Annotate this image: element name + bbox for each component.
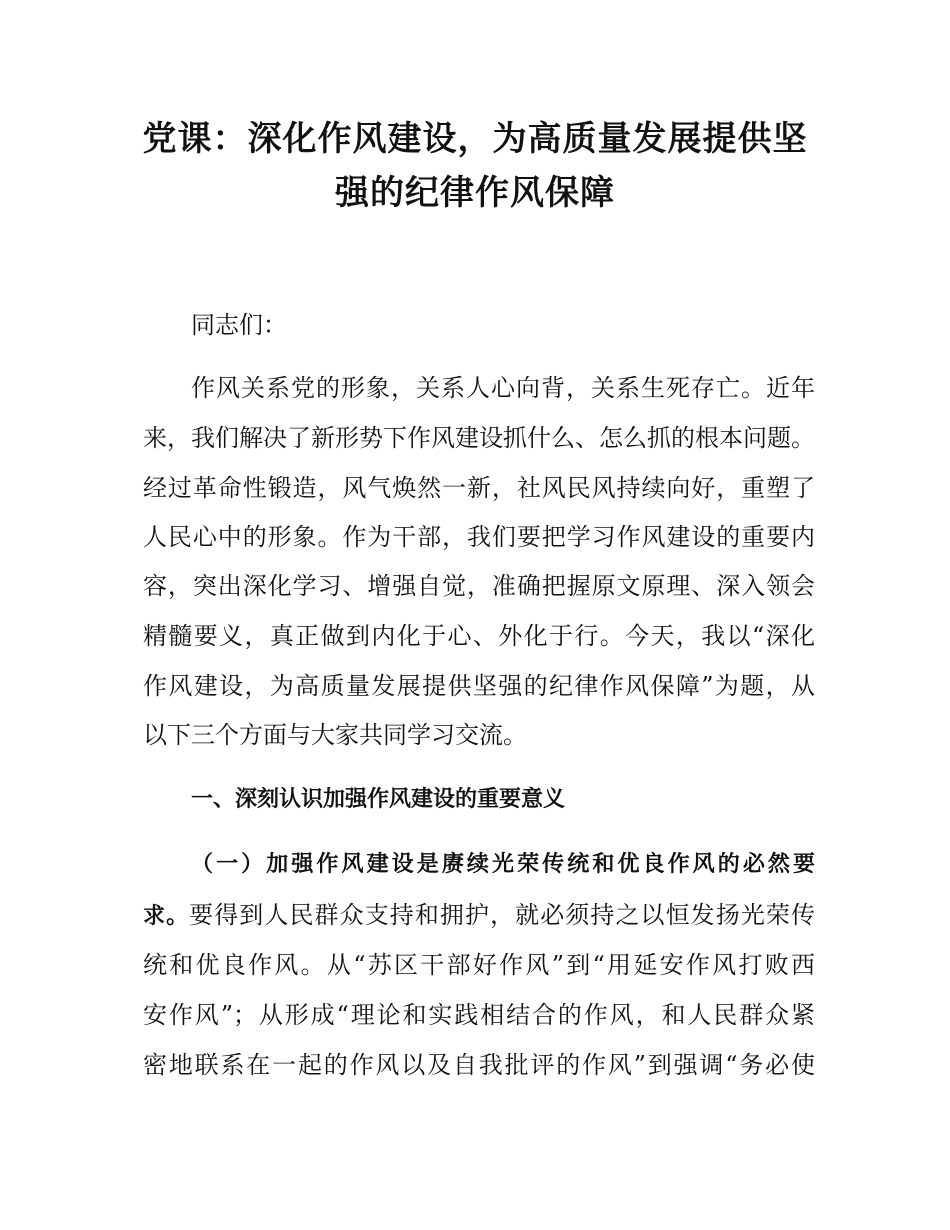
subsection1-line: 统和优良作风。从“苏区干部好作风”到“用延安作风打败西 (143, 951, 815, 979)
paragraph1-line: 来，我们解决了新形势下作风建设抓什么、怎么抓的根本问题。 (143, 424, 815, 452)
paragraph1-line: 作风关系党的形象，关系人心向背，关系生死存亡。近年 (191, 374, 815, 402)
paragraph1-line: 以下三个方面与大家共同学习交流。 (143, 721, 527, 749)
title-line-1: 党课：深化作风建设，为高质量发展提供坚 (142, 119, 808, 159)
paragraph1-line: 容，突出深化学习、增强自觉，准确把握原文原理、深入领会 (143, 572, 815, 600)
subsection1-line: 密地联系在一起的作风以及自我批评的作风”到强调“务必使 (143, 1051, 815, 1079)
subsection1-line: 安作风”；从形成“理论和实践相结合的作风，和人民群众紧 (143, 1001, 815, 1029)
subsection1-line-rest: 要得到人民群众支持和拥护，就必须持之以恒发扬光荣传 (189, 901, 815, 929)
paragraph1-line: 作风建设，为高质量发展提供坚强的纪律作风保障”为题，从 (143, 672, 815, 700)
paragraph1-line: 人民心中的形象。作为干部，我们要把学习作风建设的重要内 (143, 523, 815, 551)
paragraph1-line: 经过革命性锻造，风气焕然一新，社风民风持续向好，重塑了 (143, 474, 815, 502)
document-title (140, 112, 810, 220)
paragraph1-line: 精髓要义，真正做到内化于心、外化于行。今天，我以“深化 (143, 622, 815, 650)
subsection1-heading-tail: 求。 (143, 904, 190, 929)
section1-heading: 一、深刻认识加强作风建设的重要意义 (191, 787, 566, 812)
subsection1-line (143, 890, 815, 940)
salutation: 同志们： (191, 311, 287, 339)
title-line-2: 强的纪律作风保障 (335, 173, 615, 213)
subsection1-heading-line: （一）加强作风建设是赓续光荣传统和优良作风的必然要 (191, 852, 815, 877)
